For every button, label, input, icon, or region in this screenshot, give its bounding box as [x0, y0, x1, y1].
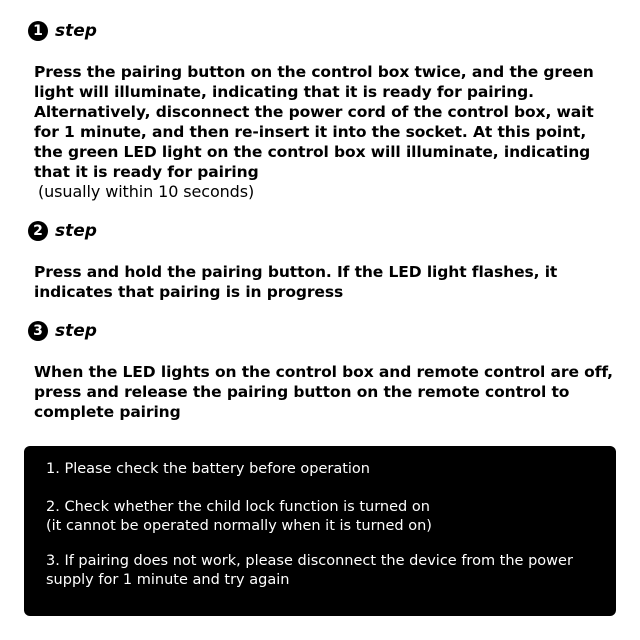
step-1-header	[28, 21, 97, 41]
step-3-text: When the LED lights on the control box and remote control are off, press and release the pairing button on the remote control to complete pairing	[34, 363, 613, 421]
step-1-subtext: (usually within 10 seconds)	[38, 182, 255, 201]
step-number-2: 2	[28, 221, 48, 241]
step-3-header	[28, 321, 97, 341]
notes-box	[24, 446, 616, 616]
step-label-2: step	[55, 221, 97, 241]
note-2-subtext: (it cannot be operated normally when it is turned on)	[46, 518, 432, 534]
step-1-instructions: Press the pairing button on the control box twice, and the green light will illuminate, indicating that it is ready for pairing. Alternatively, disconnect the power cord of the control box, wait for 1 minute, and then re-insert it into the socket. At this point, the green LED light on the control box will illuminate, indicating that it is ready for pairing	[34, 63, 594, 181]
note-3-text: 3. If pairing does not work, please disconnect the device from the power supply for 1 minute and try again	[46, 553, 573, 588]
note-2	[46, 498, 601, 536]
step-2-text: Press and hold the pairing button. If the LED light flashes, it indicates that pairing is in progress	[34, 263, 558, 301]
step-2-header	[28, 221, 97, 241]
note-3	[46, 552, 601, 590]
step-1-text	[34, 62, 620, 202]
step-number-3: 3	[28, 321, 48, 341]
step-label-1: step	[55, 21, 97, 41]
step-label-3: step	[55, 321, 97, 341]
note-1-text: 1. Please check the battery before operation	[46, 461, 370, 477]
step-number-1: 1	[28, 21, 48, 41]
note-2-text: 2. Check whether the child lock function is turned on	[46, 499, 430, 515]
note-1	[46, 460, 601, 479]
